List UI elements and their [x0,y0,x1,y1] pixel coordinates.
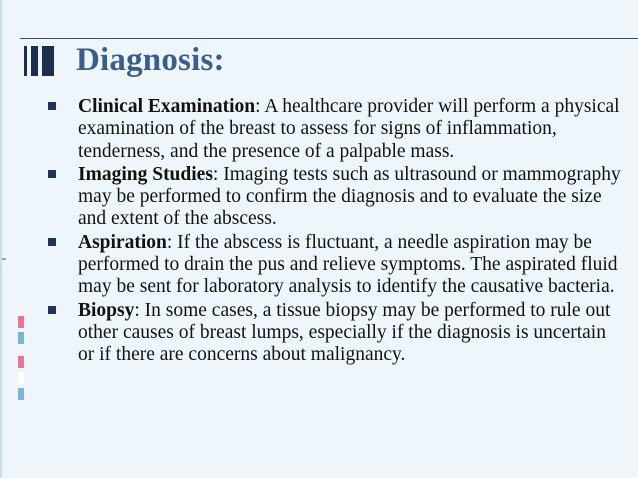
bullet-imaging-studies [46,164,626,231]
bullet-biopsy [46,300,626,367]
bullet-text: : If the abscess is fluctuant, a needle aspiration may be performed to drain the pus and relieve symptoms. The aspirated fluid may be sent for laboratory analysis to identify the causative bacteria. [78,231,618,298]
bullet-list [46,96,626,368]
square-bullet-icon [48,238,56,246]
decorative-stripes [2,46,62,76]
bullet-term: Imaging Studies [78,163,213,185]
square-bullet-icon [48,306,56,314]
bullet-aspiration [46,232,626,299]
square-bullet-icon [48,102,56,110]
header-rule [20,38,638,39]
decorative-color-blocks [18,316,24,416]
bullet-text: : Imaging tests such as ultrasound or mammography may be performed to confirm the diagnosis and to evaluate the size and extent of the abscess. [78,163,621,230]
decorative-mark [2,258,6,260]
bullet-term: Clinical Examination [78,96,256,117]
slide-title: Diagnosis: [76,42,225,78]
bullet-clinical-examination [46,96,626,163]
bullet-text: : A healthcare provider will perform a physical examination of the breast to assess for signs of inflammation, tenderness, and the presence of a palpable mass. [78,96,620,162]
bullet-text: : In some cases, a tissue biopsy may be performed to rule out other causes of breast lumps, especially if the diagnosis is uncertain or if there are concerns about malignancy. [78,299,611,366]
bullet-term: Biopsy [78,299,135,321]
square-bullet-icon [48,170,56,178]
bullet-term: Aspiration [78,231,167,253]
